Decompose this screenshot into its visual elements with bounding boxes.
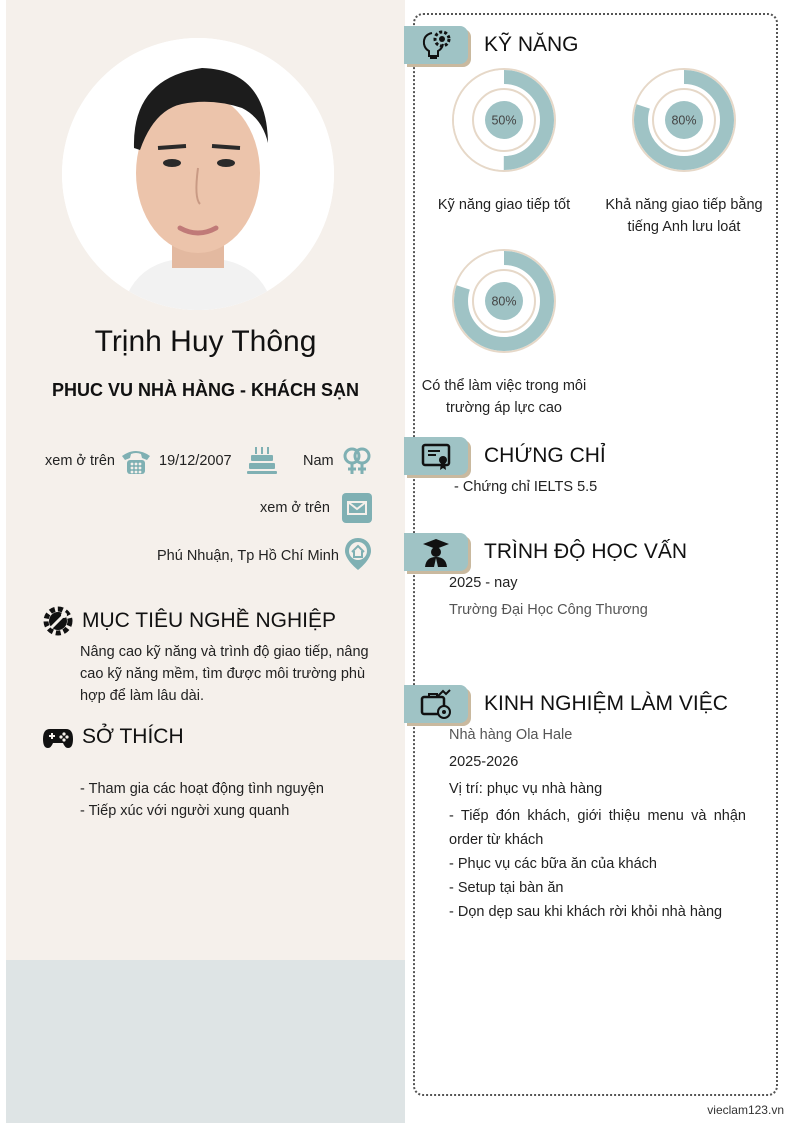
experience-heading xyxy=(404,685,728,723)
candidate-name: Trịnh Huy Thông xyxy=(94,325,317,358)
gamepad-icon xyxy=(42,721,74,753)
left-column-footer-band xyxy=(6,960,405,1123)
birthday-value: 19/12/2007 xyxy=(159,453,232,469)
skill-item-pressure xyxy=(414,249,594,419)
envelope-icon xyxy=(341,492,373,524)
objective-heading xyxy=(42,605,336,637)
skill-progress-ring xyxy=(632,68,736,172)
certificate-icon xyxy=(404,437,468,475)
graduate-icon xyxy=(404,533,468,571)
education-title: TRÌNH ĐỘ HỌC VẤN xyxy=(484,540,688,563)
footer-brand: vieclam123.vn xyxy=(707,1103,784,1117)
home-pin-icon xyxy=(342,538,374,570)
telephone-icon xyxy=(120,445,152,477)
lightbulb-gear-icon xyxy=(404,26,468,64)
skill-name: Có thể làm việc trong môi trường áp lực cao xyxy=(421,378,587,416)
phone-value: xem ở trên xyxy=(45,453,115,469)
education-heading xyxy=(404,533,687,571)
job-title: PHUC VU NHÀ HÀNG - KHÁCH SẠN xyxy=(51,380,359,400)
hobbies-heading xyxy=(42,721,184,753)
objective-text: Nâng cao kỹ năng và trình độ giao tiếp, nâng cao kỹ năng mềm, tìm được môi trường phù hợp để làm lâu dài. xyxy=(80,644,369,704)
certificate-item: - Chứng chỉ IELTS 5.5 xyxy=(454,479,598,495)
skill-percent-label: 50% xyxy=(491,113,517,128)
skill-progress-ring xyxy=(452,68,556,172)
list-item: - Setup tại bàn ăn xyxy=(449,880,564,896)
list-item: - Tiếp xúc với người xung quanh xyxy=(80,803,290,819)
list-item: - Tiếp đón khách, giới thiệu menu và nhận order từ khách xyxy=(449,808,746,848)
birthday-cake-icon xyxy=(246,444,278,476)
education-period: 2025 - nay xyxy=(449,575,518,591)
objective-title: MỤC TIÊU NGHỀ NGHIỆP xyxy=(82,609,336,632)
skill-item-communication xyxy=(414,68,594,216)
education-school: Trường Đại Học Công Thương xyxy=(449,602,648,618)
address-value: Phú Nhuận, Tp Hồ Chí Minh xyxy=(157,548,339,564)
skills-heading xyxy=(404,26,579,64)
skill-percent-label: 80% xyxy=(671,113,697,128)
skill-item-english xyxy=(594,68,774,238)
experience-period: 2025-2026 xyxy=(449,754,519,770)
list-item: - Tham gia các hoạt động tình nguyện xyxy=(80,781,324,797)
list-item: - Phục vụ các bữa ăn của khách xyxy=(449,856,657,872)
skills-title: KỸ NĂNG xyxy=(484,33,579,56)
certificates-heading xyxy=(404,437,606,475)
experience-title: KINH NGHIỆM LÀM VIỆC xyxy=(484,692,728,715)
experience-position: Vị trí: phục vụ nhà hàng xyxy=(449,781,603,797)
profile-photo xyxy=(62,38,334,310)
briefcase-chart-icon xyxy=(404,685,468,723)
certificates-title: CHỨNG CHỈ xyxy=(484,444,606,467)
email-value: xem ở trên xyxy=(260,500,330,516)
hobbies-title: SỞ THÍCH xyxy=(82,725,184,748)
gear-wrench-icon xyxy=(42,605,74,637)
skill-progress-ring xyxy=(452,249,556,353)
experience-company: Nhà hàng Ola Hale xyxy=(449,727,573,743)
experience-details xyxy=(449,804,746,924)
skill-percent-label: 80% xyxy=(491,294,517,309)
gender-icon xyxy=(341,444,373,476)
skill-name: Kỹ năng giao tiếp tốt xyxy=(437,197,571,213)
hobbies-list xyxy=(80,778,380,822)
gender-value: Nam xyxy=(303,453,334,469)
skill-name: Khả năng giao tiếp bằng tiếng Anh lưu loát xyxy=(605,197,763,235)
list-item: - Dọn dẹp sau khi khách rời khỏi nhà hàng xyxy=(449,904,723,920)
